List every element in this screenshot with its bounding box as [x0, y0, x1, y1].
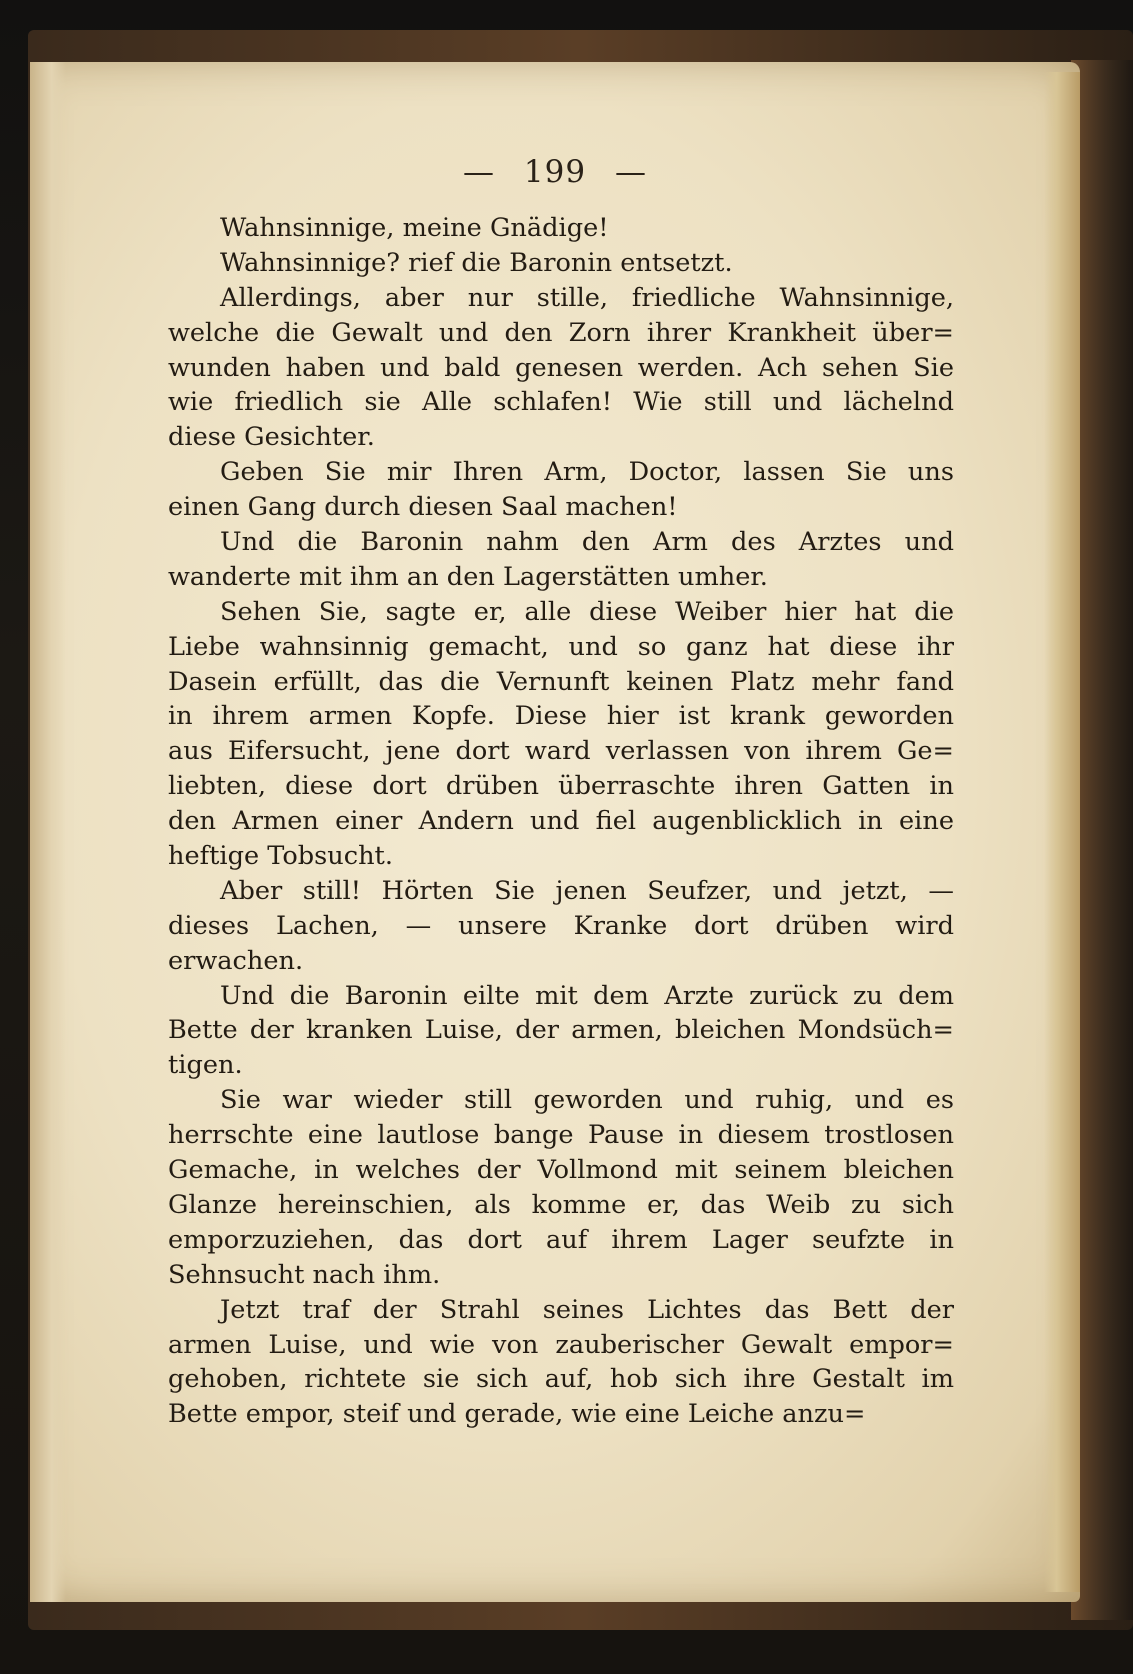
page-gutter [30, 62, 66, 1602]
text-line: dieses Lachen, — unsere Kranke dort drüben wird [168, 910, 954, 941]
text-line: Wahnsinnige? rief die Baronin entsetzt. [220, 247, 733, 278]
text-line: Jetzt traf der Strahl seines Lichtes das Bett der [220, 1294, 954, 1325]
text-line: aus Eifersucht, jene dort ward verlassen von ihrem Ge= [168, 736, 954, 767]
text-line: emporzuziehen, das dort auf ihrem Lager seufzte in [168, 1224, 954, 1255]
text-line: Sehen Sie, sagte er, alle diese Weiber hier hat die [220, 596, 954, 627]
text-line: erwachen. [168, 945, 304, 976]
text-line: Glanze hereinschien, als komme er, das Weib zu sich [168, 1189, 954, 1220]
page-number: 199 [523, 154, 587, 190]
text-line: Allerdings, aber nur stille, friedliche Wahnsinnige, [220, 282, 954, 313]
book-page [30, 62, 1080, 1602]
text-line: Wahnsinnige, meine Gnädige! [220, 213, 609, 243]
text-line: Bette empor, steif und gerade, wie eine Leiche anzu= [168, 1399, 866, 1430]
header-dash-right: — [614, 154, 647, 190]
text-line: wie friedlich sie Alle schlafen! Wie still und lächelnd [168, 387, 954, 418]
text-line: Gemache, in welches der Vollmond mit seinem bleichen [168, 1155, 954, 1186]
text-line: Geben Sie mir Ihren Arm, Doctor, lassen Sie uns [220, 457, 954, 488]
text-line: Liebe wahnsinnig gemacht, und so ganz hat diese ihr [168, 631, 954, 662]
text-line: welche die Gewalt und den Zorn ihrer Krankheit über= [168, 317, 954, 348]
header-dash-left: — [463, 154, 496, 190]
body-text [168, 211, 954, 1432]
text-line: armen Luise, und wie von zauberischer Gewalt empor= [168, 1329, 954, 1360]
text-line: Sehnsucht nach ihm. [168, 1259, 441, 1290]
text-line: in ihrem armen Kopfe. Diese hier ist krank geworden [168, 701, 954, 732]
text-line: wanderte mit ihm an den Lagerstätten umher. [168, 561, 768, 592]
text-line: diese Gesichter. [168, 422, 375, 453]
text-line: Bette der kranken Luise, der armen, bleichen Mondsüch= [168, 1015, 954, 1046]
text-line: Dasein erfüllt, das die Vernunft keinen Platz mehr fand [168, 666, 954, 697]
text-line: Aber still! Hörten Sie jenen Seufzer, und jetzt, — [220, 875, 954, 906]
text-line: Und die Baronin nahm den Arm des Arztes und [220, 527, 954, 558]
text-line: den Armen einer Andern und fiel augenblicklich in eine [168, 806, 954, 837]
text-line: wunden haben und bald genesen werden. Ach sehen Sie [168, 352, 954, 383]
page-header [30, 154, 1080, 190]
text-line: liebten, diese dort drüben überraschte ihren Gatten in [168, 771, 954, 802]
text-line: gehoben, richtete sie sich auf, hob sich ihre Gestalt im [168, 1364, 954, 1395]
text-line: heftige Tobsucht. [168, 841, 393, 872]
text-line: tigen. [168, 1050, 243, 1081]
book-cover-edge [1071, 60, 1133, 1620]
text-line: Sie war wieder still geworden und ruhig, und es [220, 1085, 954, 1116]
text-line: herrschte eine lautlose bange Pause in diesem trostlosen [168, 1120, 954, 1151]
page-edge [1044, 72, 1080, 1592]
text-line: einen Gang durch diesen Saal machen! [168, 492, 678, 523]
text-line: Und die Baronin eilte mit dem Arzte zurück zu dem [220, 980, 954, 1011]
